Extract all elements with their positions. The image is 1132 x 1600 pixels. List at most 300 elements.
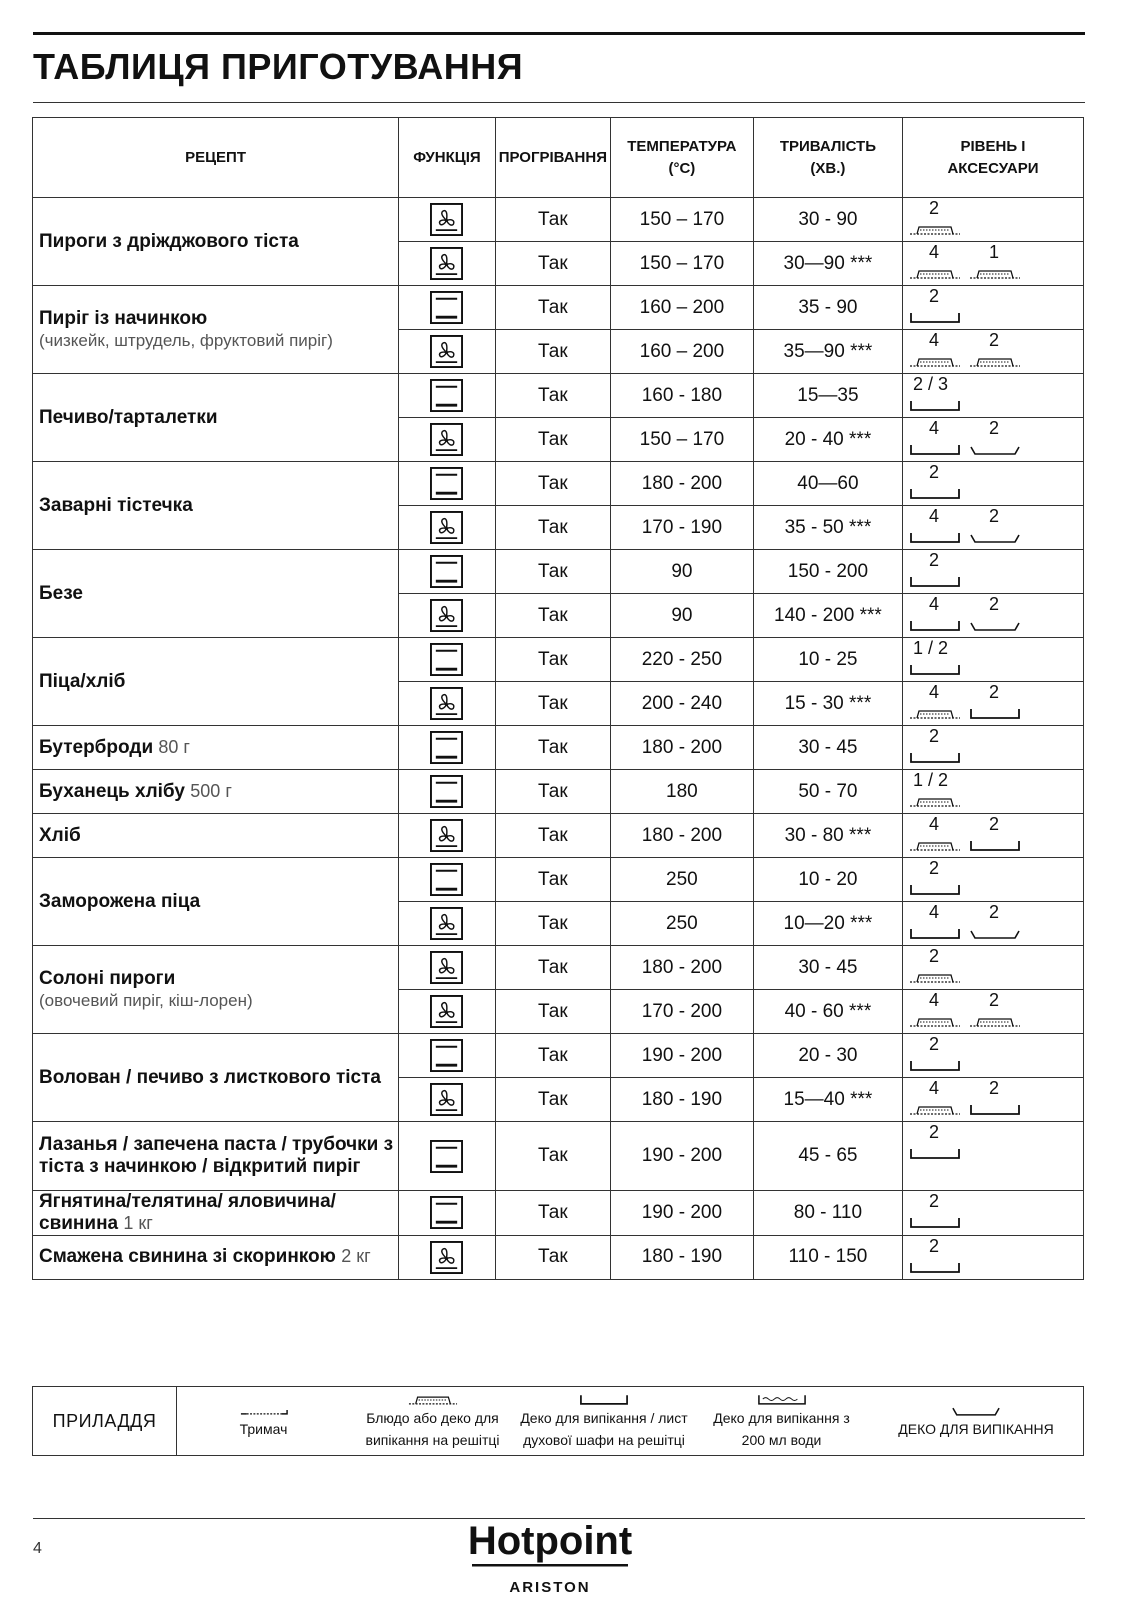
baking-sheet-icon [969,705,1021,719]
wire-shelf-icon [176,1404,351,1418]
temperature-cell: 160 - 180 [610,374,753,418]
temperature-cell: 250 [610,902,753,946]
footer-rule [33,1518,1085,1519]
header-temperature-label: ТЕМПЕРАТУРА [627,137,737,155]
duration-cell: 10 - 25 [753,638,902,682]
duration-cell: 15—35 [753,374,902,418]
baking-sheet-icon [909,309,961,323]
duration-cell: 30 - 45 [753,726,902,770]
preheat-cell: Так [495,330,610,374]
function-cell [399,550,496,594]
table-row [33,1235,1084,1279]
shelf-level: 2 [988,330,999,350]
level-cell [902,814,1083,858]
recipe-name: Пироги з дріжджового тіста [39,230,299,252]
preheat-cell: Так [495,946,610,990]
table-row [33,946,1084,990]
level-cell [902,902,1083,946]
shelf-level: 4 [928,682,939,702]
recipe-cell [33,638,399,726]
level-cell [902,1122,1083,1191]
fan-forced-icon [430,825,463,846]
recipe-name: Заморожена піца [39,890,201,912]
function-cell [399,1078,496,1122]
conventional-icon [430,561,463,582]
baking-sheet-icon [514,1393,694,1407]
preheat-cell: Так [495,682,610,726]
table-header-row [33,118,1084,198]
baking-sheet-icon [969,1101,1021,1115]
temperature-cell: 180 - 200 [610,814,753,858]
recipe-cell [33,374,399,462]
baking-tray-on-rack-icon [909,837,961,851]
header-level [902,118,1083,198]
recipe-cell [33,1034,399,1122]
temperature-cell: 250 [610,858,753,902]
duration-cell: 50 - 70 [753,770,902,814]
level-cell [902,682,1083,726]
temperature-cell: 180 - 200 [610,726,753,770]
preheat-cell: Так [495,1122,610,1191]
shelf-level: 4 [928,418,939,438]
fan-forced-icon [430,429,463,450]
preheat-cell: Так [495,1034,610,1078]
temperature-cell: 190 - 200 [610,1122,753,1191]
recipe-name: Печиво/тарталетки [39,406,218,428]
baking-sheet-icon [909,1057,961,1071]
table-row [33,814,1084,858]
level-cell [902,1078,1083,1122]
table-body [33,198,1084,1280]
shelf-level: 1 [988,242,999,262]
baking-sheet-icon [909,1259,961,1273]
preheat-cell: Так [495,858,610,902]
header-duration-label: ТРИВАЛІСТЬ [779,137,876,155]
fan-forced-icon [430,517,463,538]
recipe-cell [33,858,399,946]
function-cell [399,990,496,1034]
shelf-level: 2 [928,1034,939,1054]
shelf-level: 4 [928,902,939,922]
accessory-item [694,1387,869,1455]
table-row [33,198,1084,242]
temperature-cell: 160 – 200 [610,330,753,374]
shelf-level: 2 [928,1235,939,1256]
level-cell [902,506,1083,550]
duration-cell: 15 - 30 *** [753,682,902,726]
recipe-cell [33,814,399,858]
level-cell [902,1034,1083,1078]
shelf-level: 4 [928,1078,939,1098]
shelf-level: 1 / 2 [912,638,948,658]
shelf-level: 2 [988,682,999,702]
accessory-item [869,1387,1083,1466]
shelf-level: 2 [988,814,999,834]
shelf-level: 1 / 2 [912,770,948,790]
function-cell [399,506,496,550]
accessory-label-2: випікання на решітці [365,1432,500,1448]
recipe-weight: 80 г [158,736,190,757]
cooking-table [32,117,1084,1280]
duration-cell: 20 - 30 [753,1034,902,1078]
recipe-cell [33,946,399,1034]
conventional-icon [430,869,463,890]
shelf-level: 2 [988,594,999,614]
shelf-level: 4 [928,506,939,526]
conventional-icon [430,385,463,406]
page-title: ТАБЛИЦЯ ПРИГОТУВАННЯ [33,46,524,87]
preheat-cell: Так [495,242,610,286]
level-cell [902,726,1083,770]
function-cell [399,1191,496,1236]
shelf-level: 2 [928,1122,939,1142]
function-cell [399,242,496,286]
shelf-level: 2 [928,198,939,218]
shelf-level: 2 [988,902,999,922]
recipe-weight: 2 кг [341,1246,371,1267]
duration-cell: 150 - 200 [753,550,902,594]
conventional-icon [430,1145,463,1166]
level-cell [902,462,1083,506]
baking-tray-on-rack-icon [909,1013,961,1027]
shelf-level: 2 [928,462,939,482]
preheat-cell: Так [495,1235,610,1279]
fan-forced-icon [430,605,463,626]
fan-forced-icon [430,693,463,714]
recipe-name: Буханець хлібу [39,780,185,802]
temperature-cell: 190 - 200 [610,1034,753,1078]
baking-tray-on-rack-icon [909,793,961,807]
preheat-cell: Так [495,462,610,506]
baking-sheet-icon [909,1145,961,1159]
shelf-level: 2 [928,858,939,878]
temperature-cell: 90 [610,594,753,638]
baking-tray-on-rack-icon [909,1101,961,1115]
drip-tray-icon [969,925,1021,939]
accessory-label: Блюдо або деко для [366,1410,499,1426]
baking-sheet-icon [909,617,961,631]
fan-forced-icon [430,341,463,362]
recipe-name: Хліб [39,824,81,846]
temperature-cell: 180 - 200 [610,462,753,506]
recipe-name: Заварні тістечка [39,494,193,516]
preheat-cell: Так [495,506,610,550]
table-row [33,770,1084,814]
conventional-icon [430,297,463,318]
table-row [33,858,1084,902]
table-row [33,1034,1084,1078]
preheat-cell: Так [495,726,610,770]
accessories-label: ПРИЛАДДЯ [33,1387,177,1455]
baking-tray-on-rack-icon [909,705,961,719]
header-duration [753,118,902,198]
accessory-label-2: 200 мл води [741,1432,822,1448]
accessory-item [351,1387,514,1455]
function-cell [399,286,496,330]
function-cell [399,858,496,902]
shelf-level: 4 [928,330,939,350]
shelf-level: 2 [928,1191,939,1211]
duration-cell: 40—60 [753,462,902,506]
function-cell [399,374,496,418]
recipe-weight: 500 г [190,780,232,801]
recipe-cell [33,550,399,638]
level-cell [902,286,1083,330]
fan-forced-icon [430,1001,463,1022]
level-cell [902,242,1083,286]
hotpoint-ariston-logo [450,1520,650,1600]
accessory-item [514,1387,694,1455]
recipe-name: Волован / печиво з листкового тіста [39,1066,381,1088]
duration-cell: 40 - 60 *** [753,990,902,1034]
accessory-label-2: духової шафи на решітці [523,1432,685,1448]
table-row [33,1191,1084,1236]
preheat-cell: Так [495,770,610,814]
duration-cell: 110 - 150 [753,1235,902,1279]
baking-tray-on-rack-icon [909,969,961,983]
duration-cell: 10 - 20 [753,858,902,902]
accessories-legend [32,1386,1084,1456]
temperature-cell: 180 [610,770,753,814]
function-cell [399,1122,496,1191]
header-duration-unit: (ХВ.) [810,159,846,177]
level-cell [902,198,1083,242]
recipe-weight: 1 кг [123,1212,153,1233]
shelf-level: 2 [928,286,939,306]
conventional-icon [430,781,463,802]
preheat-cell: Так [495,286,610,330]
header-recipe: РЕЦЕПТ [33,118,399,198]
function-cell [399,726,496,770]
header-preheat: ПРОГРІВАННЯ [495,118,610,198]
header-temperature [610,118,753,198]
shelf-level: 4 [928,242,939,262]
fan-forced-icon [430,209,463,230]
svg-text:ARISTON: ARISTON [509,1579,591,1596]
baking-tray-on-rack-icon [969,353,1021,367]
shelf-level: 2 / 3 [912,374,948,394]
recipe-name: Ягнятина/телятина/ яловичина/ свинина [39,1191,336,1234]
shelf-level: 4 [928,990,939,1010]
temperature-cell: 190 - 200 [610,1191,753,1236]
fan-forced-icon [430,913,463,934]
duration-cell: 35 - 50 *** [753,506,902,550]
level-cell [902,638,1083,682]
page-number: 4 [33,1540,42,1557]
recipe-name: Лазанья / запечена паста / трубочки з тіста з начинкою / відкритий пиріг [39,1134,394,1177]
temperature-cell: 150 – 170 [610,418,753,462]
duration-cell: 15—40 *** [753,1078,902,1122]
level-cell [902,418,1083,462]
recipe-name: Смажена свинина зі скоринкою [39,1246,336,1268]
fan-forced-icon [430,957,463,978]
water-tray-icon [694,1393,869,1407]
fan-forced-icon [430,253,463,274]
shelf-level: 4 [928,814,939,834]
shelf-level: 2 [988,418,999,438]
fan-forced-icon [430,1089,463,1110]
preheat-cell: Так [495,550,610,594]
header-level-label-2: АКСЕСУАРИ [947,159,1039,177]
temperature-cell: 150 – 170 [610,198,753,242]
preheat-cell: Так [495,418,610,462]
temperature-cell: 220 - 250 [610,638,753,682]
temperature-cell: 150 – 170 [610,242,753,286]
function-cell [399,814,496,858]
recipe-examples: (чизкейк, штрудель, фруктовий пиріг) [39,330,333,350]
preheat-cell: Так [495,1191,610,1236]
baking-tray-on-rack-icon [969,1013,1021,1027]
level-cell [902,770,1083,814]
table-row [33,1122,1084,1191]
recipe-name: Піца/хліб [39,670,126,692]
conventional-icon [430,1202,463,1223]
table-row [33,550,1084,594]
duration-cell: 35 - 90 [753,286,902,330]
accessory-item [176,1387,351,1466]
header-level-label: РІВЕНЬ І [960,137,1026,155]
function-cell [399,330,496,374]
duration-cell: 10—20 *** [753,902,902,946]
baking-sheet-icon [909,1214,961,1228]
recipe-name: Безе [39,582,83,604]
accessory-label: ДЕКО ДЛЯ ВИПІКАННЯ [898,1421,1054,1437]
table-row [33,374,1084,418]
baking-sheet-icon [969,837,1021,851]
duration-cell: 35—90 *** [753,330,902,374]
duration-cell: 80 - 110 [753,1191,902,1236]
recipe-cell [33,1191,399,1236]
table-row [33,726,1084,770]
level-cell [902,1191,1083,1236]
temperature-cell: 200 - 240 [610,682,753,726]
temperature-cell: 160 – 200 [610,286,753,330]
duration-cell: 30 - 80 *** [753,814,902,858]
preheat-cell: Так [495,814,610,858]
accessory-label: Деко для випікання з [713,1410,850,1426]
svg-text:Hotpoint: Hotpoint [467,1520,633,1563]
level-cell [902,858,1083,902]
level-cell [902,374,1083,418]
baking-sheet-icon [909,485,961,499]
conventional-icon [430,473,463,494]
level-cell [902,594,1083,638]
table-row [33,286,1084,330]
duration-cell: 30—90 *** [753,242,902,286]
duration-cell: 45 - 65 [753,1122,902,1191]
duration-cell: 30 - 45 [753,946,902,990]
recipe-examples: (овочевий пиріг, кіш-лорен) [39,990,253,1010]
drip-tray-icon [969,441,1021,455]
baking-sheet-icon [909,529,961,543]
preheat-cell: Так [495,638,610,682]
accessory-label: Деко для випікання / лист [520,1410,688,1426]
baking-tray-on-rack-icon [909,221,961,235]
shelf-level: 4 [928,594,939,614]
recipe-cell [33,1235,399,1279]
recipe-cell [33,198,399,286]
function-cell [399,770,496,814]
duration-cell: 30 - 90 [753,198,902,242]
conventional-icon [430,737,463,758]
function-cell [399,1034,496,1078]
shelf-level: 2 [928,726,939,746]
baking-sheet-icon [909,881,961,895]
baking-tray-on-rack-icon [351,1393,514,1407]
preheat-cell: Так [495,594,610,638]
shelf-level: 2 [928,946,939,966]
function-cell [399,1235,496,1279]
header-function: ФУНКЦІЯ [399,118,496,198]
recipe-cell [33,770,399,814]
function-cell [399,682,496,726]
baking-sheet-icon [909,925,961,939]
preheat-cell: Так [495,902,610,946]
function-cell [399,902,496,946]
baking-sheet-icon [909,661,961,675]
preheat-cell: Так [495,1078,610,1122]
shelf-level: 2 [988,506,999,526]
function-cell [399,418,496,462]
accessory-label: Тримач [239,1421,288,1437]
level-cell [902,1235,1083,1279]
recipe-cell [33,286,399,374]
function-cell [399,946,496,990]
shelf-level: 2 [988,990,999,1010]
temperature-cell: 90 [610,550,753,594]
shelf-level: 2 [988,1078,999,1098]
shelf-level: 2 [928,550,939,570]
fan-forced-icon [430,1246,463,1267]
recipe-name: Солоні пироги [39,967,176,989]
recipe-name: Бутерброди [39,736,154,758]
duration-cell: 20 - 40 *** [753,418,902,462]
header-temperature-unit: (°C) [668,159,696,177]
drip-tray-icon [869,1404,1083,1418]
recipe-cell [33,726,399,770]
baking-tray-on-rack-icon [909,353,961,367]
conventional-icon [430,1045,463,1066]
drip-tray-icon [969,617,1021,631]
temperature-cell: 170 - 190 [610,506,753,550]
recipe-name: Пиріг із начинкою [39,307,208,329]
temperature-cell: 170 - 200 [610,990,753,1034]
top-rule [33,32,1085,35]
table-row [33,638,1084,682]
temperature-cell: 180 - 190 [610,1078,753,1122]
baking-tray-on-rack-icon [969,265,1021,279]
baking-sheet-icon [909,573,961,587]
recipe-cell [33,1122,399,1191]
duration-cell: 140 - 200 *** [753,594,902,638]
level-cell [902,946,1083,990]
function-cell [399,198,496,242]
conventional-icon [430,649,463,670]
level-cell [902,330,1083,374]
recipe-cell [33,462,399,550]
function-cell [399,462,496,506]
temperature-cell: 180 - 200 [610,946,753,990]
baking-sheet-icon [909,441,961,455]
function-cell [399,594,496,638]
baking-sheet-icon [909,397,961,411]
function-cell [399,638,496,682]
level-cell [902,990,1083,1034]
title-underline [33,102,1085,103]
drip-tray-icon [969,529,1021,543]
temperature-cell: 180 - 190 [610,1235,753,1279]
preheat-cell: Так [495,198,610,242]
